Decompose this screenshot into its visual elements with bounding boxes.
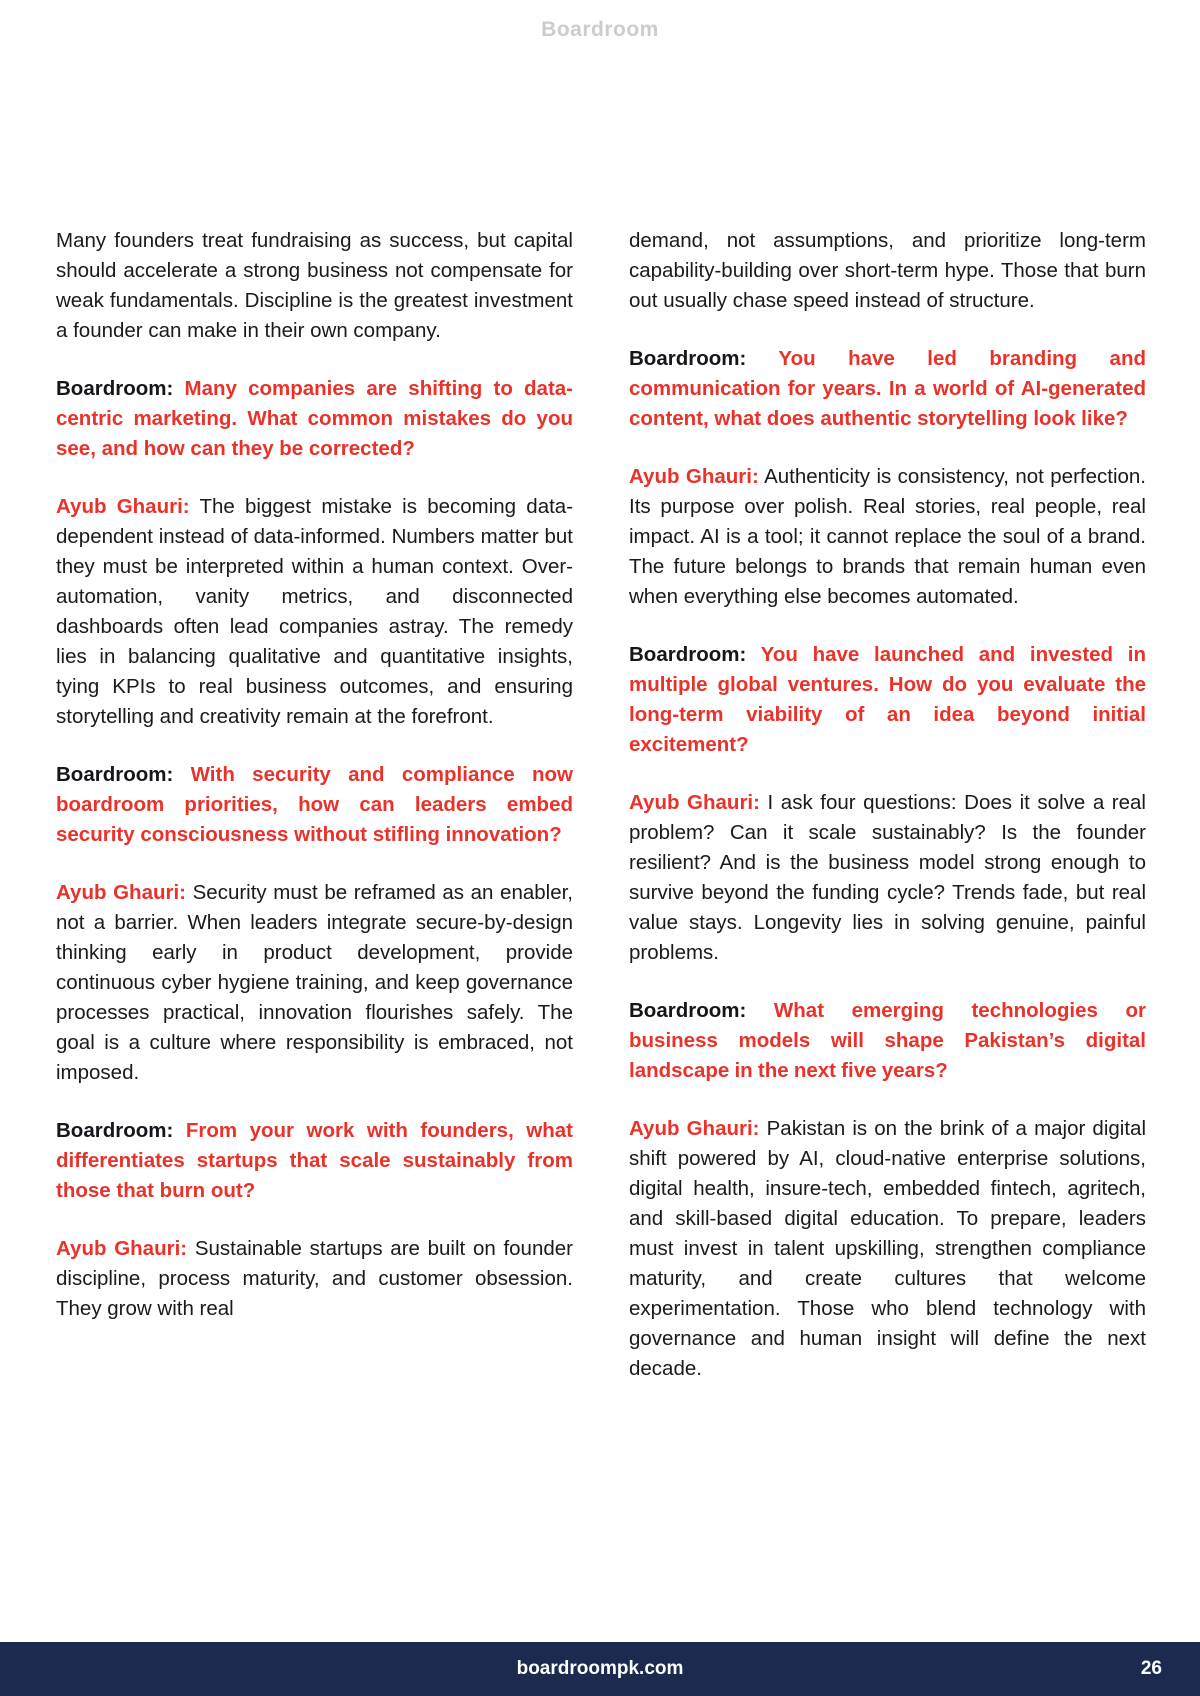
question-text: What emerging technologies or business models will shape Pakistan’s digital landscape in the next five years? xyxy=(629,999,1147,1082)
question-block xyxy=(629,640,1146,760)
article-body xyxy=(56,226,1146,1384)
speaker-label-ayub: Ayub Ghauri: xyxy=(56,881,186,904)
paragraph-continued xyxy=(629,226,1146,316)
page-footer xyxy=(0,1642,1200,1696)
speaker-label-boardroom: Boardroom: xyxy=(56,377,174,400)
speaker-label-boardroom: Boardroom: xyxy=(629,347,747,370)
question-text: You have launched and invested in multiple global ventures. How do you evaluate the long-term viability of an idea beyond initial excitement? xyxy=(629,643,1146,756)
answer-block xyxy=(629,462,1146,612)
speaker-label-ayub: Ayub Ghauri: xyxy=(56,495,190,518)
answer-block xyxy=(629,788,1146,968)
paragraph-text: Many founders treat fundraising as success, but capital should accelerate a strong business not compensate for weak fundamentals. Discipline is the greatest investment a founder can make in their own company. xyxy=(56,229,573,342)
answer-text: Pakistan is on the brink of a major digital shift powered by AI, cloud-native enterprise solutions, digital health, insure-tech, embedded fintech, agritech, and skill-based digital education. To prepare, leaders must invest in talent upskilling, strengthen compliance maturity, and create cultures that welcome experimentation. Those who blend technology with governance and human insight will define the next decade. xyxy=(629,1117,1146,1380)
question-block xyxy=(629,996,1146,1086)
question-block xyxy=(629,344,1146,434)
answer-text: The biggest mistake is becoming data-dependent instead of data-informed. Numbers matter but they must be interpreted within a human context. Over-automation, vanity metrics, and disconnected dashboards often lead companies astray. The remedy lies in balancing qualitative and quantitative insights, tying KPIs to real business outcomes, and ensuring storytelling and creativity remain at the forefront. xyxy=(56,495,574,728)
speaker-label-ayub: Ayub Ghauri: xyxy=(56,1237,188,1260)
speaker-label-boardroom: Boardroom: xyxy=(629,999,747,1022)
masthead-title: Boardroom xyxy=(541,18,659,41)
answer-text: Security must be reframed as an enabler, not a barrier. When leaders integrate secure-by-design thinking early in product development, provide continuous cyber hygiene training, and keep governance processes practical, innovation flourishes safely. The goal is a culture where responsibility is embraced, not imposed. xyxy=(56,881,574,1084)
speaker-label-boardroom: Boardroom: xyxy=(56,1119,174,1142)
question-text: You have led branding and communication for years. In a world of AI-generated content, what does authentic storytelling look like? xyxy=(629,347,1146,430)
answer-text: Authenticity is consistency, not perfection. Its purpose over polish. Real stories, real people, real impact. AI is a tool; it cannot replace the soul of a brand. The future belongs to brands that remain human even when everything else becomes automated. xyxy=(629,465,1146,608)
right-column xyxy=(629,226,1146,1384)
paragraph-continued xyxy=(56,226,573,346)
speaker-label-boardroom: Boardroom: xyxy=(629,643,747,666)
answer-block xyxy=(56,1234,573,1324)
question-text: Many companies are shifting to data-centric marketing. What common mistakes do you see, and how can they be corrected? xyxy=(56,377,574,460)
answer-text: I ask four questions: Does it solve a real problem? Can it scale sustainably? Is the founder resilient? And is the business model strong enough to survive beyond the funding cycle? Trends fade, but real value stays. Longevity lies in solving genuine, painful problems. xyxy=(629,791,1146,964)
left-column xyxy=(56,226,573,1384)
speaker-label-ayub: Ayub Ghauri: xyxy=(629,791,760,814)
answer-text: Sustainable startups are built on founder discipline, process maturity, and customer obsession. They grow with real xyxy=(56,1237,573,1320)
question-block xyxy=(56,374,573,464)
footer-divider xyxy=(0,1635,1200,1642)
speaker-label-ayub: Ayub Ghauri: xyxy=(629,1117,760,1140)
question-text: From your work with founders, what differentiates startups that scale sustainably from those that burn out? xyxy=(56,1119,573,1202)
speaker-label-boardroom: Boardroom: xyxy=(56,763,174,786)
speaker-label-ayub: Ayub Ghauri: xyxy=(629,465,759,488)
answer-block xyxy=(56,878,573,1088)
paragraph-text: demand, not assumptions, and prioritize long-term capability-building over short-term hype. Those that burn out usually chase speed instead of structure. xyxy=(629,229,1146,312)
question-block xyxy=(56,760,573,850)
footer-website[interactable]: boardroompk.com xyxy=(516,1658,684,1679)
answer-block xyxy=(56,492,573,732)
answer-block xyxy=(629,1114,1146,1384)
question-text: With security and compliance now boardroom priorities, how can leaders embed security consciousness without stifling innovation? xyxy=(56,763,573,846)
page-number: 26 xyxy=(1140,1658,1162,1679)
question-block xyxy=(56,1116,573,1206)
